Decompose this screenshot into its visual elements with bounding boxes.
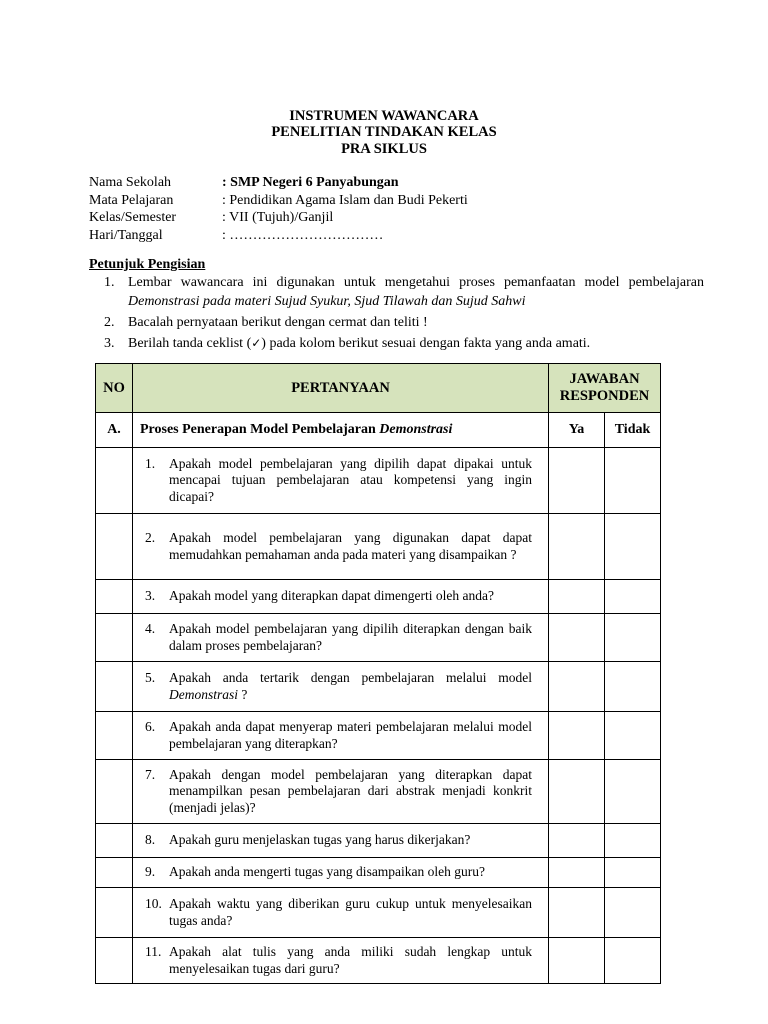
info-value: : …………………………… bbox=[222, 227, 384, 243]
answer-yes-cell[interactable] bbox=[549, 514, 605, 580]
section-row bbox=[96, 413, 661, 448]
column-no: Tidak bbox=[605, 413, 661, 448]
answer-yes-cell[interactable] bbox=[549, 938, 605, 984]
info-label: Kelas/Semester bbox=[89, 210, 177, 225]
table-row bbox=[96, 448, 661, 514]
question-cell: 10. Apakah waktu yang diberikan guru cukup untuk menyelesaikan tugas anda? bbox=[133, 888, 549, 938]
table-row bbox=[96, 712, 661, 760]
answer-no-cell[interactable] bbox=[605, 448, 661, 514]
table-row bbox=[96, 858, 661, 888]
info-value: : VII (Tujuh)/Ganjil bbox=[222, 210, 334, 225]
info-label: Hari/Tanggal bbox=[89, 227, 163, 243]
answer-yes-cell[interactable] bbox=[549, 448, 605, 514]
section-label: A. bbox=[96, 413, 133, 448]
info-value: : SMP Negeri 6 Panyabungan bbox=[222, 175, 399, 190]
question-cell: 4. Apakah model pembelajaran yang dipilih diterapkan dengan baik dalam proses pembelajaran? bbox=[133, 614, 549, 662]
table-row bbox=[96, 824, 661, 858]
answer-no-cell[interactable] bbox=[605, 662, 661, 712]
document-title-line-1: INSTRUMEN WAWANCARA bbox=[289, 108, 479, 124]
header-question: PERTANYAAN bbox=[133, 364, 549, 413]
answer-yes-cell[interactable] bbox=[549, 712, 605, 760]
header-no: NO bbox=[96, 364, 133, 413]
question-cell: 2. Apakah model pembelajaran yang digunakan dapat dapat memudahkan pemahaman anda pada materi yang disampaikan ? bbox=[133, 514, 549, 580]
answer-yes-cell[interactable] bbox=[549, 580, 605, 614]
table-row bbox=[96, 662, 661, 712]
info-row-school bbox=[89, 174, 468, 192]
answer-no-cell[interactable] bbox=[605, 514, 661, 580]
answer-no-cell[interactable] bbox=[605, 938, 661, 984]
question-cell: 11. Apakah alat tulis yang anda miliki sudah lengkap untuk menyelesaikan tugas dari guru? bbox=[133, 938, 549, 984]
instruction-item: 3. Berilah tanda ceklist (✓) pada kolom berikut sesuai dengan fakta yang anda amati. bbox=[104, 336, 591, 351]
answer-yes-cell[interactable] bbox=[549, 858, 605, 888]
column-yes: Ya bbox=[549, 413, 605, 448]
answer-no-cell[interactable] bbox=[605, 858, 661, 888]
interview-table bbox=[95, 363, 661, 984]
question-cell: 1. Apakah model pembelajaran yang dipilih dapat dipakai untuk mencapai tujuan pembelajaran atau kompetensi yang ingin dicapai? bbox=[133, 448, 549, 514]
info-row-class bbox=[89, 209, 468, 227]
instructions-heading: Petunjuk Pengisian bbox=[89, 257, 206, 272]
answer-no-cell[interactable] bbox=[605, 824, 661, 858]
instruction-item: 2. Bacalah pernyataan berikut dengan cermat dan teliti ! bbox=[104, 315, 428, 330]
table-header-row bbox=[96, 364, 661, 413]
table-row bbox=[96, 514, 661, 580]
section-title: Proses Penerapan Model Pembelajaran Demonstrasi bbox=[133, 413, 549, 448]
question-cell: 6. Apakah anda dapat menyerap materi pembelajaran melalui model pembelajaran yang diterapkan? bbox=[133, 712, 549, 760]
answer-no-cell[interactable] bbox=[605, 580, 661, 614]
answer-no-cell[interactable] bbox=[605, 760, 661, 824]
question-cell: 7. Apakah dengan model pembelajaran yang diterapkan dapat menampilkan pesan pembelajaran dari abstrak menjadi konkrit (menjadi jelas)? bbox=[133, 760, 549, 824]
question-cell: 8. Apakah guru menjelaskan tugas yang harus dikerjakan? bbox=[133, 824, 549, 858]
table-row bbox=[96, 580, 661, 614]
header-answer: JAWABAN RESPONDEN bbox=[549, 364, 661, 413]
answer-yes-cell[interactable] bbox=[549, 888, 605, 938]
document-title-line-2: PENELITIAN TINDAKAN KELAS bbox=[271, 124, 497, 140]
document-title-line-3: PRA SIKLUS bbox=[341, 141, 427, 157]
answer-yes-cell[interactable] bbox=[549, 614, 605, 662]
checkmark-icon: ✓ bbox=[251, 336, 262, 350]
info-row-subject bbox=[89, 192, 468, 210]
info-label: Mata Pelajaran bbox=[89, 192, 174, 208]
answer-yes-cell[interactable] bbox=[549, 662, 605, 712]
info-row-date bbox=[89, 227, 468, 245]
instructions-list bbox=[104, 273, 704, 355]
instruction-item: 1. Lembar wawancara ini digunakan untuk mengetahui proses pemanfaatan model pembelajaran Demonstrasi pada materi Sujud Syukur, Sjud Tilawah dan Sujud Sahwi bbox=[104, 275, 704, 309]
table-row bbox=[96, 760, 661, 824]
table-row bbox=[96, 938, 661, 984]
answer-yes-cell[interactable] bbox=[549, 760, 605, 824]
table-row bbox=[96, 614, 661, 662]
question-cell: 9. Apakah anda mengerti tugas yang disampaikan oleh guru? bbox=[133, 858, 549, 888]
identity-block bbox=[89, 174, 468, 244]
question-cell: 5. Apakah anda tertarik dengan pembelajaran melalui model Demonstrasi ? bbox=[133, 662, 549, 712]
info-value: : Pendidikan Agama Islam dan Budi Pekerti bbox=[222, 192, 468, 208]
question-cell: 3. Apakah model yang diterapkan dapat dimengerti oleh anda? bbox=[133, 580, 549, 614]
info-label: Nama Sekolah bbox=[89, 175, 172, 190]
answer-no-cell[interactable] bbox=[605, 614, 661, 662]
answer-no-cell[interactable] bbox=[605, 712, 661, 760]
answer-no-cell[interactable] bbox=[605, 888, 661, 938]
table-row bbox=[96, 888, 661, 938]
answer-yes-cell[interactable] bbox=[549, 824, 605, 858]
